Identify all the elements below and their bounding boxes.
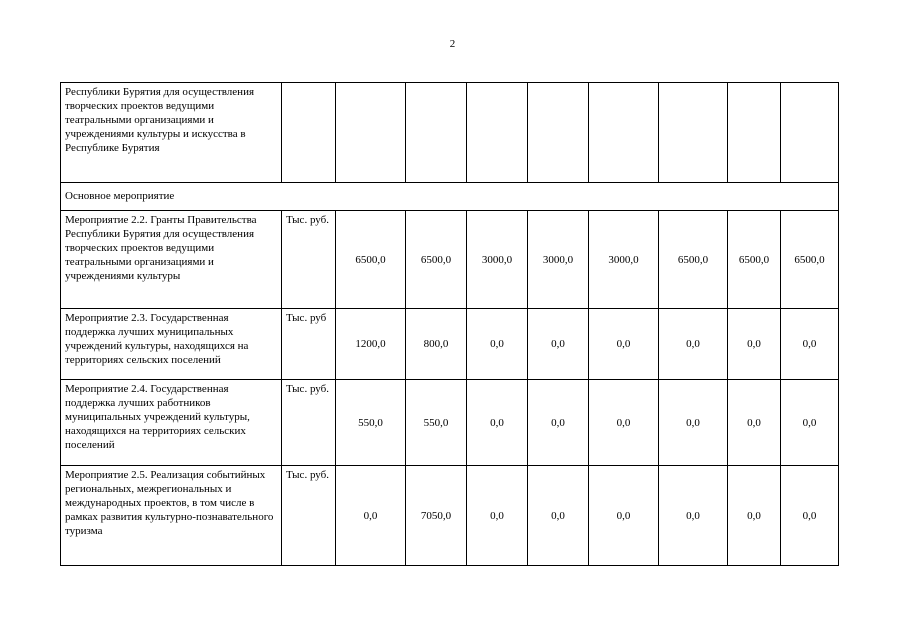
section-label: Основное мероприятие xyxy=(61,183,839,211)
value-cell: 7050,0 xyxy=(406,466,467,566)
value-cell: 0,0 xyxy=(467,309,528,380)
value-cell: 0,0 xyxy=(528,380,589,466)
value-cell: 0,0 xyxy=(467,380,528,466)
value-cell: 3000,0 xyxy=(528,211,589,309)
measure-name-cell: Мероприятие 2.4. Государственная поддержка лучших работников муниципальных учреждений культуры, находящихся на территориях сельских поселений xyxy=(61,380,282,466)
value-cell: 0,0 xyxy=(589,380,659,466)
value-cell: 0,0 xyxy=(528,466,589,566)
table-row xyxy=(61,466,839,566)
unit-cell: Тыс. руб xyxy=(282,309,336,380)
value-cell: 0,0 xyxy=(781,380,839,466)
unit-cell: Тыс. руб. xyxy=(282,211,336,309)
value-cell: 0,0 xyxy=(528,309,589,380)
measure-name-cell: Мероприятие 2.3. Государственная поддержка лучших муниципальных учреждений культуры, находящихся на территориях сельских поселений xyxy=(61,309,282,380)
budget-table xyxy=(60,82,839,566)
value-cell: 0,0 xyxy=(589,466,659,566)
value-cell: 0,0 xyxy=(781,466,839,566)
table-row xyxy=(61,211,839,309)
value-cell: 6500,0 xyxy=(781,211,839,309)
measure-name-cell: Мероприятие 2.2. Гранты Правительства Республики Бурятия для осуществления творческих проектов ведущими театральными организациями и учреждениями культуры xyxy=(61,211,282,309)
intro-value-cell xyxy=(406,83,467,183)
value-cell: 3000,0 xyxy=(467,211,528,309)
value-cell: 0,0 xyxy=(728,380,781,466)
value-cell: 550,0 xyxy=(336,380,406,466)
table-row xyxy=(61,380,839,466)
value-cell: 800,0 xyxy=(406,309,467,380)
value-cell: 0,0 xyxy=(728,466,781,566)
intro-unit-cell xyxy=(282,83,336,183)
unit-cell: Тыс. руб. xyxy=(282,466,336,566)
unit-cell: Тыс. руб. xyxy=(282,380,336,466)
value-cell: 0,0 xyxy=(781,309,839,380)
value-cell: 0,0 xyxy=(728,309,781,380)
value-cell: 6500,0 xyxy=(659,211,728,309)
value-cell: 1200,0 xyxy=(336,309,406,380)
intro-value-cell xyxy=(781,83,839,183)
value-cell: 3000,0 xyxy=(589,211,659,309)
table-row-intro xyxy=(61,83,839,183)
intro-name-cell: Республики Бурятия для осуществления творческих проектов ведущими театральными организациями и учреждениями культуры и искусства в Республике Бурятия xyxy=(61,83,282,183)
value-cell: 0,0 xyxy=(336,466,406,566)
value-cell: 0,0 xyxy=(659,309,728,380)
table-row xyxy=(61,309,839,380)
page-number: 2 xyxy=(449,38,456,50)
value-cell: 0,0 xyxy=(659,466,728,566)
value-cell: 550,0 xyxy=(406,380,467,466)
intro-value-cell xyxy=(589,83,659,183)
value-cell: 6500,0 xyxy=(406,211,467,309)
value-cell: 0,0 xyxy=(659,380,728,466)
intro-value-cell xyxy=(659,83,728,183)
value-cell: 0,0 xyxy=(467,466,528,566)
value-cell: 6500,0 xyxy=(728,211,781,309)
value-cell: 0,0 xyxy=(589,309,659,380)
intro-value-cell xyxy=(336,83,406,183)
value-cell: 6500,0 xyxy=(336,211,406,309)
intro-value-cell xyxy=(528,83,589,183)
intro-value-cell xyxy=(728,83,781,183)
intro-value-cell xyxy=(467,83,528,183)
measure-name-cell: Мероприятие 2.5. Реализация событийных региональных, межрегиональных и международных проектов, в том числе в рамках развития культурно-познавательного туризма xyxy=(61,466,282,566)
table-row-section xyxy=(61,183,839,211)
